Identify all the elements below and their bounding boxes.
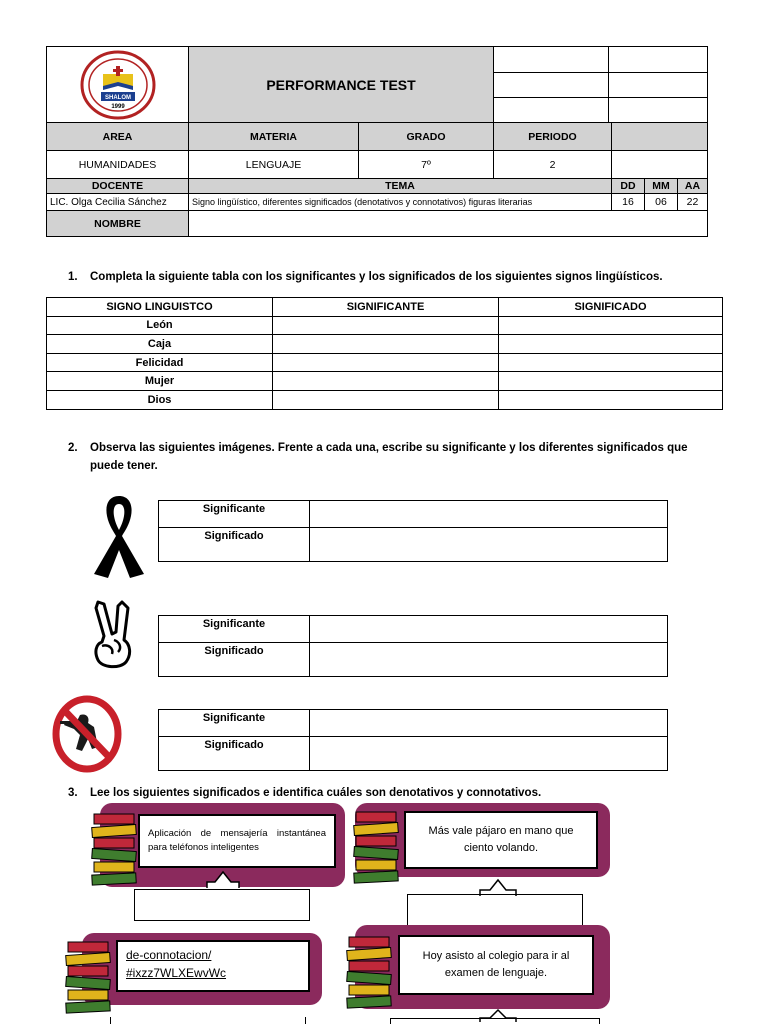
- sign-cell: Caja: [47, 335, 273, 354]
- definition-card-3-text[interactable]: [116, 940, 310, 992]
- definition-card-1-text: Aplicación de mensajería instantánea para teléfonos inteligentes: [138, 814, 336, 868]
- significante-answer-cell[interactable]: [273, 372, 499, 391]
- definition-card-2-text: Más vale pájaro en mano que ciento volando.: [404, 811, 598, 869]
- peace-hand-icon: [90, 598, 134, 670]
- header-blank-cell: [494, 47, 609, 73]
- tema-value: Signo lingüístico, diferentes significados (denotativos y connotativos) figuras literarias: [189, 194, 612, 211]
- table-row: [47, 390, 723, 409]
- sign-cell: León: [47, 316, 273, 335]
- black-ribbon-icon: [88, 492, 150, 580]
- significado-label: Significado: [159, 737, 310, 771]
- answer-bracket-4[interactable]: [390, 1018, 600, 1024]
- tema-header: TEMA: [189, 179, 612, 194]
- arrow-up-icon: [203, 868, 243, 890]
- materia-header: MATERIA: [189, 123, 359, 151]
- answer-box-1[interactable]: [134, 889, 310, 921]
- header-blank-cell: [612, 151, 708, 179]
- image-answer-table-2: [158, 615, 668, 677]
- answer-bracket-2[interactable]: [407, 894, 583, 926]
- svg-text:1999: 1999: [110, 104, 125, 110]
- table-row: [47, 372, 723, 391]
- svg-text:SHALOM: SHALOM: [104, 95, 131, 101]
- aa-header: AA: [678, 179, 708, 194]
- table-row: [47, 353, 723, 372]
- docente-value: LIC. Olga Cecilia Sánchez: [47, 194, 189, 211]
- sign-cell: Dios: [47, 390, 273, 409]
- school-logo-icon: [79, 50, 157, 120]
- significado-answer-field[interactable]: [310, 528, 668, 562]
- no-shooting-icon: [50, 693, 124, 775]
- image-answer-table-1: [158, 500, 668, 562]
- dd-value: 16: [612, 194, 645, 211]
- significante-answer-cell[interactable]: [273, 390, 499, 409]
- significado-answer-cell[interactable]: [499, 390, 723, 409]
- header-blank-cell: [609, 72, 708, 98]
- mm-value: 06: [645, 194, 678, 211]
- periodo-header: PERIODO: [494, 123, 612, 151]
- significante-answer-field[interactable]: [310, 710, 668, 737]
- question-text: Lee los siguientes significados e identifica cuáles son denotativos y connotativos.: [90, 787, 542, 799]
- sign-cell: Mujer: [47, 372, 273, 391]
- significante-label: Significante: [159, 501, 310, 528]
- grado-header: GRADO: [359, 123, 494, 151]
- aa-value: 22: [678, 194, 708, 211]
- books-stack-icon: [350, 798, 402, 886]
- definition-card-4-text: Hoy asisto al colegio para ir al examen de lenguaje.: [398, 935, 594, 995]
- question-text: Completa la siguiente tabla con los significantes y los significados de los siguientes signos lingüísticos.: [90, 271, 663, 283]
- significado-answer-cell[interactable]: [499, 353, 723, 372]
- periodo-value: 2: [494, 151, 612, 179]
- image-answer-table-3: [158, 709, 668, 771]
- significado-answer-cell[interactable]: [499, 335, 723, 354]
- dd-header: DD: [612, 179, 645, 194]
- significante-column-header: SIGNIFICANTE: [273, 298, 499, 317]
- school-logo-cell: [47, 47, 189, 124]
- books-stack-icon: [343, 922, 395, 1012]
- question-number: 3.: [68, 787, 78, 799]
- significado-answer-field[interactable]: [310, 737, 668, 771]
- header-blank-cell: [609, 47, 708, 73]
- question-text-line1: Observa las siguientes imágenes. Frente a cada una, escribe su significante y los diferentes significados que: [90, 442, 688, 454]
- significado-answer-cell[interactable]: [499, 372, 723, 391]
- table-row: [47, 316, 723, 335]
- mm-header: MM: [645, 179, 678, 194]
- significante-answer-cell[interactable]: [273, 316, 499, 335]
- significante-label: Significante: [159, 710, 310, 737]
- significante-answer-cell[interactable]: [273, 335, 499, 354]
- significante-answer-field[interactable]: [310, 616, 668, 643]
- grado-value: 7º: [359, 151, 494, 179]
- significante-answer-field[interactable]: [310, 501, 668, 528]
- books-stack-icon: [88, 800, 140, 888]
- header-blank-cell: [494, 98, 609, 124]
- page-title: PERFORMANCE TEST: [189, 47, 494, 124]
- nombre-field[interactable]: [189, 211, 708, 237]
- question-2: [68, 439, 708, 475]
- significado-label: Significado: [159, 528, 310, 562]
- table-row: [47, 335, 723, 354]
- area-header: AREA: [47, 123, 189, 151]
- significado-column-header: SIGNIFICADO: [499, 298, 723, 317]
- header-blank-cell: [609, 98, 708, 124]
- question-number: 2.: [68, 442, 78, 454]
- header-blank-cell: [494, 72, 609, 98]
- docente-header: DOCENTE: [47, 179, 189, 194]
- significado-answer-field[interactable]: [310, 643, 668, 677]
- link-line-2[interactable]: #ixzz7WLXEwvWc: [126, 966, 227, 980]
- significado-answer-cell[interactable]: [499, 316, 723, 335]
- header-gray-cell: [612, 123, 708, 151]
- significado-label: Significado: [159, 643, 310, 677]
- answer-bracket-3[interactable]: [110, 1017, 306, 1024]
- question-number: 1.: [68, 271, 78, 283]
- books-stack-icon: [62, 928, 114, 1016]
- signs-table: [46, 297, 723, 410]
- question-1: [68, 268, 663, 286]
- sign-cell: Felicidad: [47, 353, 273, 372]
- area-value: HUMANIDADES: [47, 151, 189, 179]
- significante-label: Significante: [159, 616, 310, 643]
- header-info-table: [46, 122, 708, 237]
- nombre-label: NOMBRE: [47, 211, 189, 237]
- significante-answer-cell[interactable]: [273, 353, 499, 372]
- link-line-1[interactable]: de-connotacion/: [126, 948, 212, 962]
- question-text-line2: puede tener.: [90, 460, 158, 472]
- signo-column-header: SIGNO LINGUISTCO: [47, 298, 273, 317]
- header-top-table: [46, 46, 708, 124]
- materia-value: LENGUAJE: [189, 151, 359, 179]
